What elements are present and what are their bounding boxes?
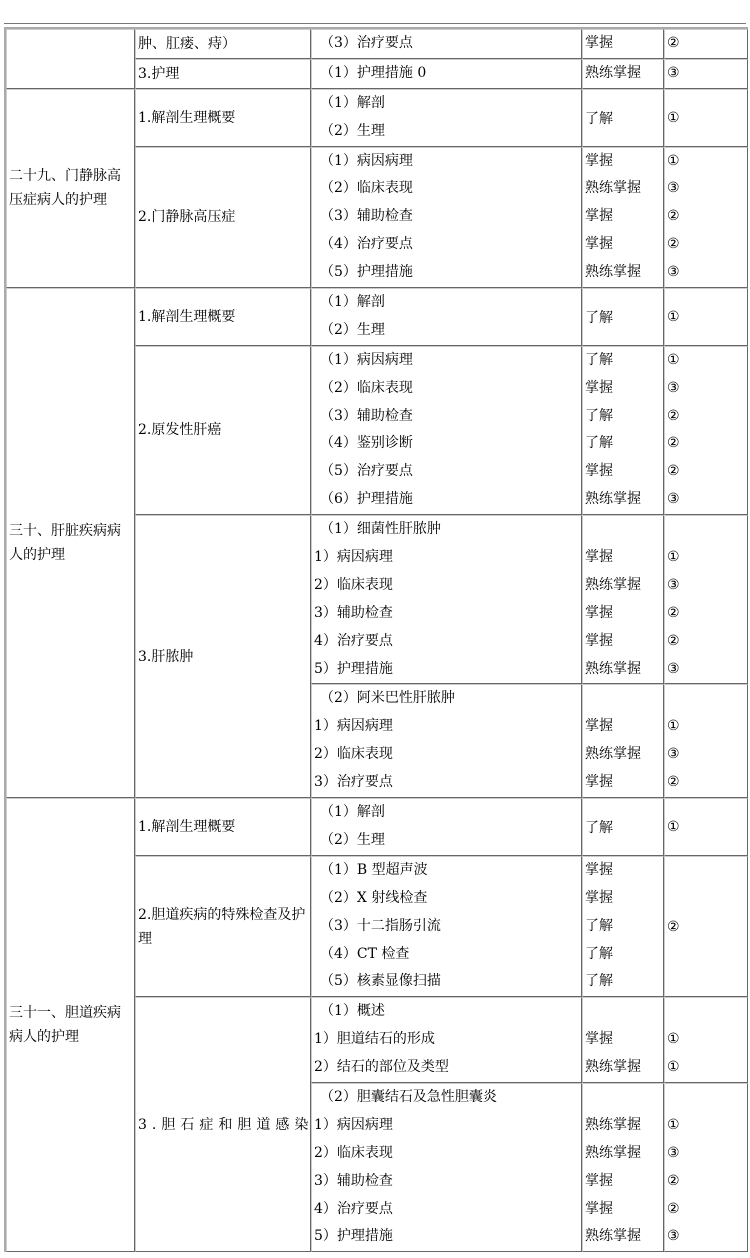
section-cell: 2.门静脉高压症 (135, 147, 311, 288)
level-text: 掌握 (585, 208, 613, 225)
content-cell (311, 147, 582, 288)
content-cell (311, 1083, 582, 1252)
level-text (585, 516, 661, 544)
level-text: 了解 (585, 351, 613, 368)
content-line: （1）B 型超声波 (320, 861, 428, 878)
content-line: （2）阿米巴性肝脓肿 (320, 690, 455, 707)
content-line: 1）病因病理 (314, 718, 393, 735)
level-text: 掌握 (585, 718, 613, 735)
code-text: ① (667, 1059, 680, 1076)
level-text: 掌握 (585, 236, 613, 253)
syllabus-table (4, 27, 748, 1252)
level-cell (582, 997, 664, 1083)
code-text: ② (667, 208, 680, 225)
content-line: （4）CT 检查 (320, 945, 410, 962)
code-text (667, 516, 745, 544)
section-cell: 2.原发性肝癌 (135, 346, 311, 515)
content-line: 1）病因病理 (314, 549, 393, 566)
level-text: 熟练掌握 (585, 746, 641, 763)
code-text: ② (667, 1200, 680, 1217)
level-text: 熟练掌握 (585, 180, 641, 197)
content-line: （1）细菌性肝脓肿 (320, 521, 441, 538)
code-text: ② (667, 774, 680, 791)
level-cell (582, 147, 664, 288)
table-row (6, 288, 748, 346)
content-line: （1）护理措施 0 (320, 64, 427, 81)
code-text: ③ (667, 1228, 680, 1245)
content-line: 5）护理措施 (314, 660, 393, 677)
level-cell (582, 29, 664, 59)
code-cell: ① (664, 288, 748, 346)
level-text (585, 685, 661, 713)
content-line: （3）治疗要点 (320, 35, 413, 51)
section-cell: 3.护理 (135, 59, 311, 89)
chapter-cell: 三十、肝脏疾病病人的护理 (6, 288, 135, 798)
level-text: 掌握 (585, 152, 613, 169)
level-text: 掌握 (585, 774, 613, 791)
content-line: （1）解剖 (320, 804, 385, 821)
level-text: 熟练掌握 (585, 64, 641, 81)
content-line: （2）生理 (320, 321, 385, 338)
content-line: （2）临床表现 (320, 180, 413, 197)
chapter-cell (6, 29, 135, 89)
level-text: 掌握 (585, 1200, 613, 1217)
level-text: 熟练掌握 (585, 1228, 641, 1245)
level-text: 掌握 (585, 463, 613, 480)
top-rule (4, 23, 746, 24)
code-text: ③ (667, 746, 680, 763)
level-cell (582, 346, 664, 515)
code-text: ② (667, 35, 680, 51)
code-cell (664, 997, 748, 1083)
level-cell: 了解 (582, 288, 664, 346)
level-text (585, 1084, 661, 1112)
code-text: ② (667, 236, 680, 253)
table-row (6, 29, 748, 59)
code-text: ① (667, 718, 680, 735)
level-text: 掌握 (585, 1172, 613, 1189)
code-text (667, 685, 745, 713)
content-line: 5）护理措施 (314, 1228, 393, 1245)
content-line: （2）X 射线检查 (320, 889, 428, 906)
content-line: （5）护理措施 (320, 264, 413, 281)
code-text: ① (667, 549, 680, 566)
section-cell (135, 997, 314, 1252)
content-line: 4）治疗要点 (314, 1200, 393, 1217)
section-cell: 1.解剖生理概要 (135, 288, 311, 346)
content-cell (311, 684, 582, 798)
content-line: （4）鉴别诊断 (320, 435, 413, 452)
level-text: 了解 (585, 407, 613, 424)
level-cell (582, 856, 664, 997)
level-text: 掌握 (585, 604, 613, 621)
section-cell: 2.胆道疾病的特殊检查及护理 (135, 856, 311, 997)
code-text: ② (667, 604, 680, 621)
content-line: （2）胆囊结石及急性胆囊炎 (320, 1088, 497, 1105)
code-text: ③ (667, 491, 680, 508)
level-text: 了解 (585, 435, 613, 452)
content-cell (311, 29, 582, 59)
content-cell (311, 288, 582, 346)
level-text: 掌握 (585, 35, 613, 51)
code-text: ② (667, 435, 680, 452)
content-cell (311, 856, 582, 997)
level-text: 熟练掌握 (585, 491, 641, 508)
level-text: 了解 (585, 917, 613, 934)
content-line: （1）病因病理 (320, 152, 413, 169)
level-cell (582, 1083, 664, 1252)
content-line: （2）生理 (320, 122, 385, 139)
code-text: ① (667, 152, 680, 169)
section-cell: 1.解剖生理概要 (135, 798, 311, 856)
code-text: ① (667, 351, 680, 368)
table-row (6, 89, 748, 147)
code-text: ③ (667, 264, 680, 281)
level-text: 掌握 (585, 549, 613, 566)
code-text: ② (667, 407, 680, 424)
level-text: 熟练掌握 (585, 1116, 641, 1133)
level-text: 了解 (585, 945, 613, 962)
level-text: 熟练掌握 (585, 1059, 641, 1076)
content-line: （1）解剖 (320, 294, 385, 311)
code-text: ③ (667, 1144, 680, 1161)
code-text: ③ (667, 64, 680, 81)
content-cell (311, 59, 582, 89)
level-text: 掌握 (585, 379, 613, 396)
content-line: 2）临床表现 (314, 576, 393, 593)
level-cell: 了解 (582, 798, 664, 856)
code-text (667, 998, 745, 1026)
section-cell: 1.解剖生理概要 (135, 89, 311, 147)
code-cell (664, 1083, 748, 1252)
content-cell (311, 515, 582, 684)
code-text: ① (667, 1116, 680, 1133)
content-line: （3）辅助检查 (320, 407, 413, 424)
code-cell (664, 147, 748, 288)
level-text: 掌握 (585, 861, 613, 878)
content-line: （3）辅助检查 (320, 208, 413, 225)
code-cell: ① (664, 89, 748, 147)
code-cell (664, 29, 748, 59)
code-cell (664, 684, 748, 798)
level-text: 熟练掌握 (585, 1144, 641, 1161)
content-line: 3）辅助检查 (314, 604, 393, 621)
level-text (585, 998, 661, 1026)
content-line: （2）临床表现 (320, 379, 413, 396)
level-text: 掌握 (585, 889, 613, 906)
code-text: ③ (667, 180, 680, 197)
content-line: （2）生理 (320, 831, 385, 848)
level-cell: 了解 (582, 89, 664, 147)
content-cell (311, 997, 582, 1083)
code-cell (664, 515, 748, 684)
content-line: 3）辅助检查 (314, 1172, 393, 1189)
content-line: （5）治疗要点 (320, 463, 413, 480)
level-text: 熟练掌握 (585, 660, 641, 677)
content-line: 1）病因病理 (314, 1116, 393, 1133)
code-text: ③ (667, 379, 680, 396)
level-text: 熟练掌握 (585, 576, 641, 593)
code-text: ② (667, 632, 680, 649)
section-cell: 3.肝脓肿 (135, 515, 311, 798)
table-row (6, 798, 748, 856)
content-line: 2）结石的部位及类型 (314, 1059, 449, 1076)
chapter-cell: 二十九、门静脉高压症病人的护理 (6, 89, 135, 288)
chapter-cell: 三十一、胆道疾病病人的护理 (6, 798, 135, 1252)
code-text: ③ (667, 660, 680, 677)
content-cell (311, 346, 582, 515)
code-text: ③ (667, 576, 680, 593)
content-line: （3）十二指肠引流 (320, 917, 441, 934)
content-line: （6）护理措施 (320, 491, 413, 508)
level-text: 了解 (585, 973, 613, 990)
code-cell: ① (664, 798, 748, 856)
level-cell (582, 59, 664, 89)
code-cell (664, 346, 748, 515)
content-line: （1）病因病理 (320, 351, 413, 368)
content-cell (311, 89, 582, 147)
code-text: ② (667, 463, 680, 480)
content-line: （1）概述 (320, 1003, 385, 1020)
content-cell (311, 798, 582, 856)
level-text: 掌握 (585, 1031, 613, 1048)
code-text (667, 1084, 745, 1112)
content-line: （1）解剖 (320, 94, 385, 111)
code-cell: ② (664, 856, 748, 997)
level-cell (582, 684, 664, 798)
section-cell: 肿、肛瘘、痔） (135, 29, 311, 59)
content-line: （5）核素显像扫描 (320, 973, 441, 990)
code-text: ① (667, 1031, 680, 1048)
content-line: 2）临床表现 (314, 746, 393, 763)
content-line: 2）临床表现 (314, 1144, 393, 1161)
level-text: 掌握 (585, 632, 613, 649)
content-line: 3）治疗要点 (314, 774, 393, 791)
section-text: 3.胆石症和胆道感染 (138, 1116, 314, 1133)
content-line: （4）治疗要点 (320, 236, 413, 253)
level-cell (582, 515, 664, 684)
code-cell (664, 59, 748, 89)
content-line: 4）治疗要点 (314, 632, 393, 649)
level-text: 熟练掌握 (585, 264, 641, 281)
content-line: 1）胆道结石的形成 (314, 1031, 435, 1048)
code-text: ② (667, 1172, 680, 1189)
